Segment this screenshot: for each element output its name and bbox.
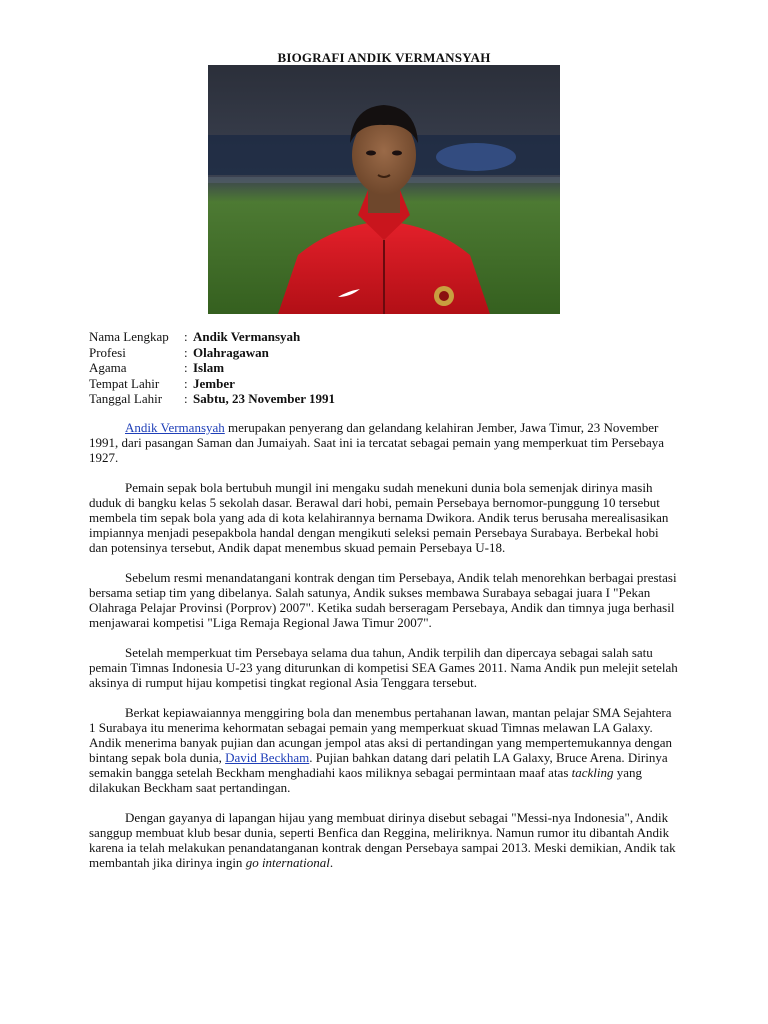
info-row-religion [89, 360, 335, 376]
italic-term: go international [245, 855, 330, 870]
document-title: BIOGRAFI ANDIK VERMANSYAH [277, 50, 491, 65]
profile-info [89, 329, 335, 407]
info-label: Tanggal Lahir [89, 391, 163, 406]
paragraph-beckham [89, 705, 679, 795]
info-value: Jember [193, 375, 235, 391]
paragraph-text: merupakan penyerang dan gelandang kelahiran Jember, Jawa Timur, 23 November 1991, dari pasangan Saman dan Jumaiyah. Saat ini ia tercatat sebagai pemain yang memperkuat tim Persebaya 1927. [89, 420, 665, 465]
info-label: Tempat Lahir [89, 375, 160, 391]
paragraph-early-career: Pemain sepak bola bertubuh mungil ini mengaku sudah menekuni dunia bola semenjak dirinya masih duduk di bangku kelas 5 sekolah dasar. Berawal dari hobi, pemain Persebaya bernomor-punggung 10 tersebut membela tim sepak bola yang ada di kota kelahirannya bernama Dwikora. Andik terus berusaha merealisasikan impiannya menjadi pesepakbola handal dengan mengikuti seleksi pemain Persebaya Surabaya. Berbekal hobi dan potensinya tersebut, Andik dapat menembus skuad pemain Persebaya U-18. [89, 480, 669, 555]
info-separator: : [184, 360, 188, 375]
info-row-profession [89, 345, 335, 361]
info-separator: : [184, 375, 188, 391]
paragraph-text: Dengan gayanya di lapangan hijau yang membuat dirinya disebut sebagai "Messi-nya Indonesia", Andik sanggup membuat klub besar dunia, seperti Benfica dan Reggina, meliriknya. Namun rumor itu dibantah Andik karena ia telah melakukan penandatanganan kontrak dengan Persebaya sampai 2013. Meski demikian, Andik tak membantah jika dirinya ingin [89, 810, 676, 870]
info-row-name [89, 329, 335, 345]
italic-term: tackling [571, 765, 614, 780]
andik-vermansyah-link[interactable]: Andik Vermansyah [125, 420, 225, 435]
info-value: Islam [193, 360, 225, 375]
info-separator: : [184, 329, 188, 344]
info-separator: : [184, 391, 188, 406]
info-label: Agama [89, 360, 127, 375]
paragraph-end: . [329, 855, 334, 870]
portrait-photo-icon [208, 65, 560, 314]
paragraph-text: Berkat kepiawaiannya menggiring bola dan menembus pertahanan lawan, mantan pelajar SMA Sejahtera 1 Surabaya itu menerima kehormatan sebagai pemain yang memperkuat skuad Timnas melawan LA Galaxy. Andik menerima banyak pujian dan acungan jempol atas aksi di pertandingan yang mempertemukannya dengan bintang sepak bola dunia, [89, 705, 673, 765]
portrait-photo [208, 65, 560, 314]
info-row-birthplace [89, 376, 335, 392]
paragraph-text: . Pujian bahkan datang dari pelatih LA Galaxy, Bruce Arena. Dirinya semakin bangga setelah Beckham menghadiahi kaos miliknya sebagai permintaan maaf atas [89, 750, 668, 780]
paragraph-national-team: Setelah memperkuat tim Persebaya selama dua tahun, Andik terpilih dan dipercaya sebagai salah satu pemain Timnas Indonesia U-23 yang diturunkan di kompetisi SEA Games 2011. Nama Andik pun melejit setelah aksinya di rumput hijau kompetisi tingkat regional Asia Tenggara tersebut. [89, 645, 678, 690]
paragraph-messi-indonesia [89, 810, 679, 870]
info-value: Sabtu, 23 November 1991 [193, 391, 336, 406]
info-value: Andik Vermansyah [193, 329, 301, 344]
info-label: Nama Lengkap [89, 329, 169, 344]
paragraph-achievements: Sebelum resmi menandatangani kontrak dengan tim Persebaya, Andik telah menorehkan berbagai prestasi bersama setiap tim yang dibelanya. Salah satunya, Andik sukses membawa Surabaya sebagai juara I "Pekan Olahraga Pelajar Provinsi (Porprov) 2007". Ketika sudah berseragam Persebaya, Andik dan timnya juga berhasil menjawarai kompetisi "Liga Remaja Regional Jawa Timur 2007". [89, 570, 677, 630]
david-beckham-link[interactable]: David Beckham [225, 750, 310, 765]
info-label: Profesi [89, 344, 126, 360]
paragraph-intro [89, 420, 679, 465]
paragraph-text: yang dilakukan Beckham saat pertandingan. [89, 765, 643, 795]
info-value: Olahragawan [193, 344, 269, 360]
info-separator: : [184, 344, 188, 360]
info-row-birthdate [89, 391, 335, 407]
biography-body [89, 420, 679, 885]
